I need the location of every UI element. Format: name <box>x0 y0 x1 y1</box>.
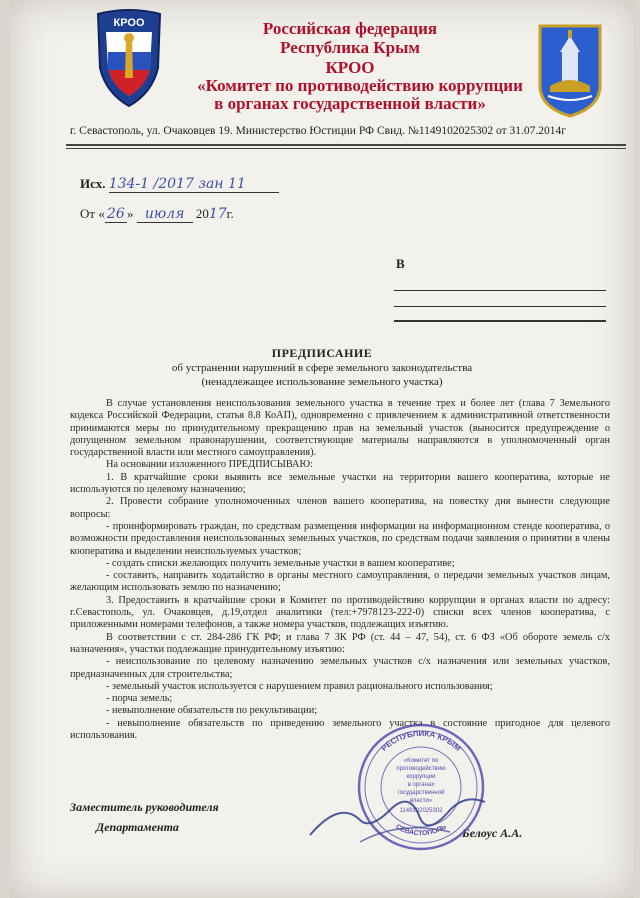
paragraph: - порча земель; <box>106 693 173 705</box>
svg-text:власти»: власти» <box>409 798 433 804</box>
svg-text:противодействию: противодействию <box>396 766 446 772</box>
date-label-from: От « <box>80 206 105 221</box>
handwritten-signature <box>300 780 500 850</box>
date-month: июля <box>137 206 193 223</box>
svg-text:в органах: в органах <box>407 782 435 788</box>
paragraph: - невыполнение обязательств по приведению земельного участка в состояние пригодное для целевого использования. <box>70 717 610 742</box>
header-org-name-1: «Комитет по противодействию коррупции <box>197 76 523 95</box>
svg-text:«Комитет по: «Комитет по <box>403 758 439 764</box>
document-subtitle-2: (ненадлежащее использование земельного участка) <box>201 376 443 388</box>
kroo-shield-logo <box>92 8 166 108</box>
date-mid: » <box>126 206 134 221</box>
paragraph: 2. Провести собрание уполномоченных членов вашего кооператива, на повестку дня вынести следующие вопросы: <box>70 496 610 520</box>
recipient-prefix: В <box>396 256 405 271</box>
svg-text:1149102025302: 1149102025302 <box>399 808 443 814</box>
signer-name: Белоус А.А. <box>462 826 523 840</box>
document-body <box>70 398 610 742</box>
paragraph: - проинформировать граждан, по средствам размещения информации на информационном стенде кооператива, о возможности предоставления неиспользованных земельных участков, по средствам подачи заявления о принятии в члены кооператива и выделении неиспользуемых участков; <box>70 520 610 557</box>
header-divider <box>66 144 626 146</box>
svg-text:КРОО: КРОО <box>113 17 145 29</box>
header-country: Российская федерация <box>262 19 438 38</box>
document-title: ПРЕДПИСАНИЕ <box>271 346 373 360</box>
paragraph: - невыполнение обязательств по рекультивации; <box>106 705 318 717</box>
svg-text:РЕСПУБЛИКА КРЫМ: РЕСПУБЛИКА КРЫМ <box>379 728 463 753</box>
svg-text:СЕВАСТОПОЛЬ: СЕВАСТОПОЛЬ <box>394 823 448 838</box>
outgoing-ref-value: 134-1 /2017 зан 11 <box>109 176 279 193</box>
recipient-line-2 <box>394 306 606 307</box>
svg-text:государственной: государственной <box>397 790 445 796</box>
svg-text:коррупции: коррупции <box>406 774 436 780</box>
outgoing-ref <box>80 176 279 193</box>
outgoing-ref-label: Исх. <box>80 176 106 191</box>
header-republic: Республика Крым <box>280 38 420 57</box>
paragraph: - составить, направить ходатайство в органы местного самоуправления, о передачи земельных участков лицам, желающим использовать землю по назначению; <box>70 570 610 594</box>
paragraph: В соответствии с ст. 284-286 ГК РФ; и глава 7 ЗК РФ (ст. 44 – 47, 54), ст. 6 ФЗ «Об обороте земель с/х назначения», участки подлежащие принудительному изъятию: <box>70 631 610 655</box>
paragraph: 3. Предоставить в кратчайшие сроки в Комитет по противодействию коррупции в органах власти по адресу: г.Севастополь, ул. Очаковцев, д.19,отдел аналитики (тел:+7978123-222-0) списки всех членов кооператива, с приложенными номерами телефонов, а также номера участков, подлежащих изъятию. <box>70 594 610 631</box>
date-year-suffix: 17 <box>208 206 227 222</box>
document-subtitle-1: об устранении нарушений в сфере земельного законодательства <box>171 362 473 374</box>
header-divider-thin <box>66 148 626 149</box>
date-suffix: г. <box>226 206 234 221</box>
paragraph: 1. В кратчайшие сроки выявить все земельные участки на территории вашего кооператива, которые не используются по целевому назначению; <box>70 471 610 496</box>
coat-of-arms-logo <box>538 22 602 118</box>
date-year-prefix: 20 <box>195 206 209 221</box>
signer-position-1: Заместитель руководителя <box>70 800 219 814</box>
header-org-short: КРОО <box>325 58 375 77</box>
paragraph: В случае установления неиспользования земельного участка в течение трех и более лет (глава 7 Земельного кодекса Российской Федерации, статья 8.8 КоАП), одновременно с привлечением к административной ответственности принимаются меры по принудительному прекращению прав на земельный участок (выносится предупреждение о допущенном земельном правонарушении, соответствующие материалы направляются в уполномоченный орган государственной власти или местного самоуправления). <box>70 398 610 459</box>
header-org-name-2: в органах государственной власти» <box>214 94 486 113</box>
paragraph: - неиспользование по целевому назначению земельных участков с/х назначения или земельных участков, предназначенных для строительства; <box>70 656 610 680</box>
recipient-line-1 <box>394 290 606 291</box>
date-day: 26 <box>105 206 127 223</box>
outgoing-date <box>80 206 234 223</box>
header-address: г. Севастополь, ул. Очаковцев 19. Министерство Юстиции РФ Свид. №1149102025302 от 31.07.2014г <box>70 125 566 137</box>
recipient-line-3 <box>394 320 606 322</box>
paragraph: - создать списки желающих получить земельные участки в вашем кооперативе; <box>106 557 455 569</box>
paragraph: На основании изложенного ПРЕДПИСЫВАЮ: <box>106 459 313 471</box>
signer-position-2: Департамента <box>96 820 179 834</box>
document-page <box>10 0 634 898</box>
paragraph: - земельный участок используется с нарушением правил рационального использования; <box>106 680 493 692</box>
